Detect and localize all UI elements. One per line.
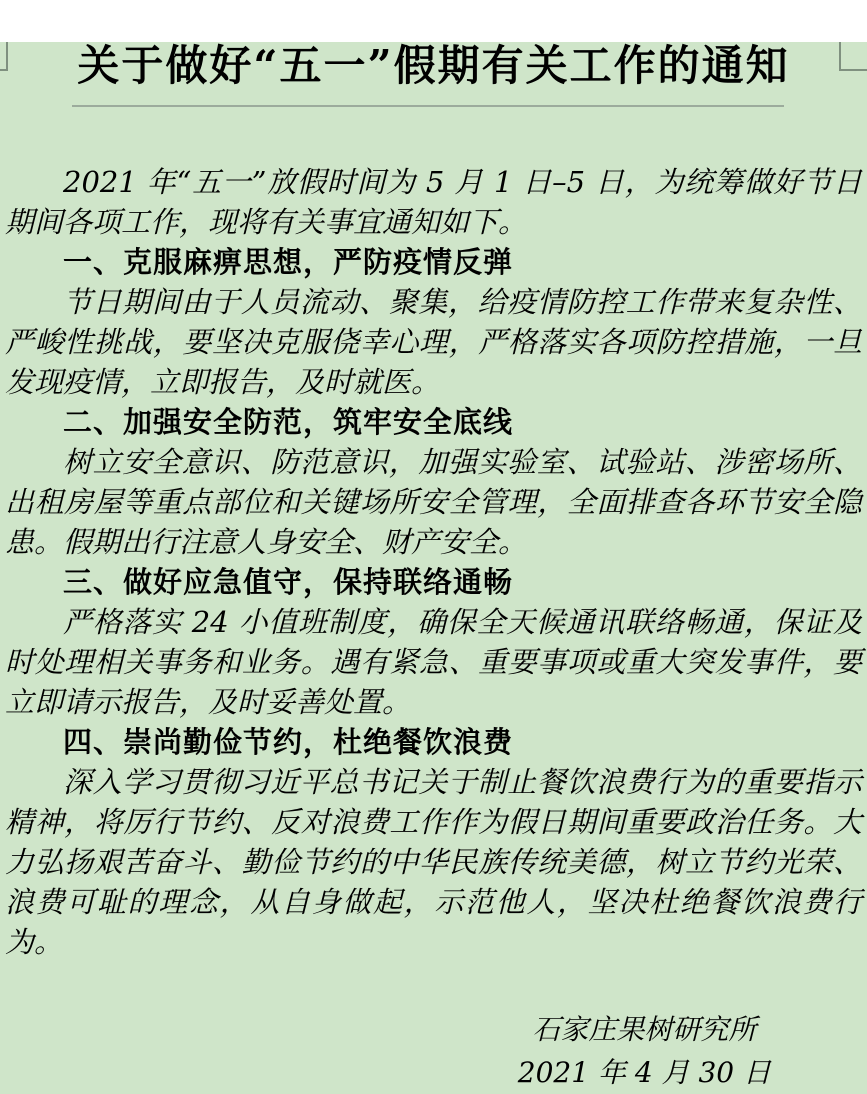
section-4-heading: 四、崇尚勤俭节约，杜绝餐饮浪费 <box>63 725 514 759</box>
section-1-paragraph: 节日期间由于人员流动、聚集，给疫情防控工作带来复杂性、严峻性挑战，要坚决克服侥幸心理，严格落实各项防控措施，一旦发现疫情，立即报告，及时就医。 <box>5 285 862 399</box>
signature-date: 2021 年 4 月 30 日 <box>517 1056 771 1089</box>
crop-mark-top-left-icon <box>0 42 8 71</box>
title-rule-artifact <box>72 105 784 107</box>
section-4-paragraph: 深入学习贯彻习近平总书记关于制止餐饮浪费行为的重要指示精神，将厉行节约、反对浪费工作作为假日期间重要政治任务。大力弘扬艰苦奋斗、勤俭节约的中华民族传统美德，树立节约光荣、浪费可耻的理念，从自身做起，示范他人，坚决杜绝餐饮浪费行为。 <box>5 765 862 959</box>
section-3-heading: 三、做好应急值守，保持联络通畅 <box>63 565 514 599</box>
section-2-paragraph: 树立安全意识、防范意识，加强实验室、试验站、涉密场所、出租房屋等重点部位和关键场所安全管理，全面排查各环节安全隐患。假期出行注意人身安全、财产安全。 <box>5 445 862 559</box>
notice-title: 关于做好“五一”假期有关工作的通知 <box>77 41 790 90</box>
intro-paragraph: 2021 年“五一”放假时间为 5 月 1 日–5 日，为统筹做好节日期间各项工作，现将有关事宜通知如下。 <box>5 165 862 239</box>
signature-org: 石家庄果树研究所 <box>532 1013 757 1046</box>
section-2-heading: 二、加强安全防范，筑牢安全底线 <box>63 405 514 439</box>
section-3-paragraph: 严格落实 24 小值班制度，确保全天候通讯联络畅通，保证及时处理相关事务和业务。遇有紧急、重要事项或重大突发事件，要立即请示报告，及时妥善处置。 <box>5 605 862 719</box>
signature-block <box>518 1008 771 1094</box>
section-1-heading: 一、克服麻痹思想，严防疫情反弹 <box>63 245 514 279</box>
notice-document-page <box>0 42 867 1094</box>
notice-body <box>0 162 867 962</box>
